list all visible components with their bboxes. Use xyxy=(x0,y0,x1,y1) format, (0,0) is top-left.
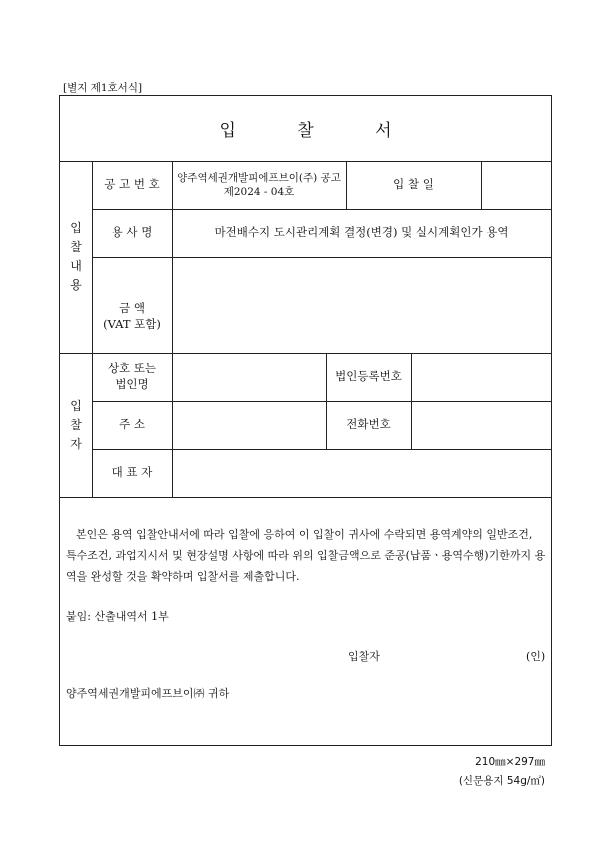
company-label xyxy=(92,353,172,401)
section-label-bid-content xyxy=(60,161,92,353)
addressee: 양주역세권개발피에프브이㈜ 귀하 xyxy=(66,687,230,700)
amount-vat-label: (VAT 포함) xyxy=(103,317,161,331)
amount-label xyxy=(92,257,172,353)
page-title: 입 찰 서 xyxy=(219,121,420,141)
representative-label: 대 표 자 xyxy=(111,465,153,480)
bid-form xyxy=(59,95,552,746)
project-label: 용 사 명 xyxy=(111,225,153,240)
representative-field[interactable] xyxy=(172,449,551,497)
bid-date-label: 입 찰 일 xyxy=(393,177,434,192)
amount-field[interactable] xyxy=(172,257,551,353)
bidder-signature-label: 입찰자 xyxy=(348,650,380,663)
section-char: 자 xyxy=(70,436,82,451)
reg-no-label: 법인등록번호 xyxy=(335,369,402,384)
section-char: 용 xyxy=(70,278,82,292)
paper-size: 210㎜×297㎜ xyxy=(475,756,545,768)
section-char: 입 xyxy=(70,398,82,413)
section-label-bidder xyxy=(60,353,92,497)
seal-mark: (인) xyxy=(526,650,546,663)
bid-date-field[interactable] xyxy=(481,161,551,209)
form-label: [별지 제1호서식] xyxy=(63,82,143,94)
paper-type: (신문용지 54g/㎡) xyxy=(458,775,545,787)
section-char: 내 xyxy=(70,259,82,273)
company-field[interactable] xyxy=(172,353,326,401)
notice-no-value: 양주역세권개발피에프브이(주) 공고 제2024 - 04호 xyxy=(177,171,341,198)
section-char: 찰 xyxy=(70,240,82,254)
phone-field[interactable] xyxy=(411,401,551,449)
attachment-note: 붙임: 산출내역서 1부 xyxy=(66,610,169,623)
company-label-line1: 상호 또는 xyxy=(107,361,157,376)
statement-text: 본인은 용역 입찰안내서에 따라 입찰에 응하여 이 입찰이 귀사에 수락되면 용역계약의 일반조건, 특수조건, 과업지시서 및 현장설명 사항에 따라 위의 입찰금액으로 준공(납품ㆍ용역수행)기한까지 용역을 완성할 것을 확약하며 입찰서를 제출합니다. xyxy=(66,528,546,583)
section-char: 입 xyxy=(70,221,82,235)
address-field[interactable] xyxy=(172,401,326,449)
section-char: 찰 xyxy=(70,417,82,432)
company-label-line2: 법인명 xyxy=(115,377,149,391)
reg-no-field[interactable] xyxy=(411,353,551,401)
phone-label: 전화번호 xyxy=(346,417,391,432)
amount-label-text: 금 액 xyxy=(119,301,145,316)
project-value: 마전배수지 도시관리계획 결정(변경) 및 실시계획인가 용역 xyxy=(214,225,509,240)
address-label: 주 소 xyxy=(119,417,145,432)
notice-no-label: 공 고 번 호 xyxy=(104,177,160,192)
